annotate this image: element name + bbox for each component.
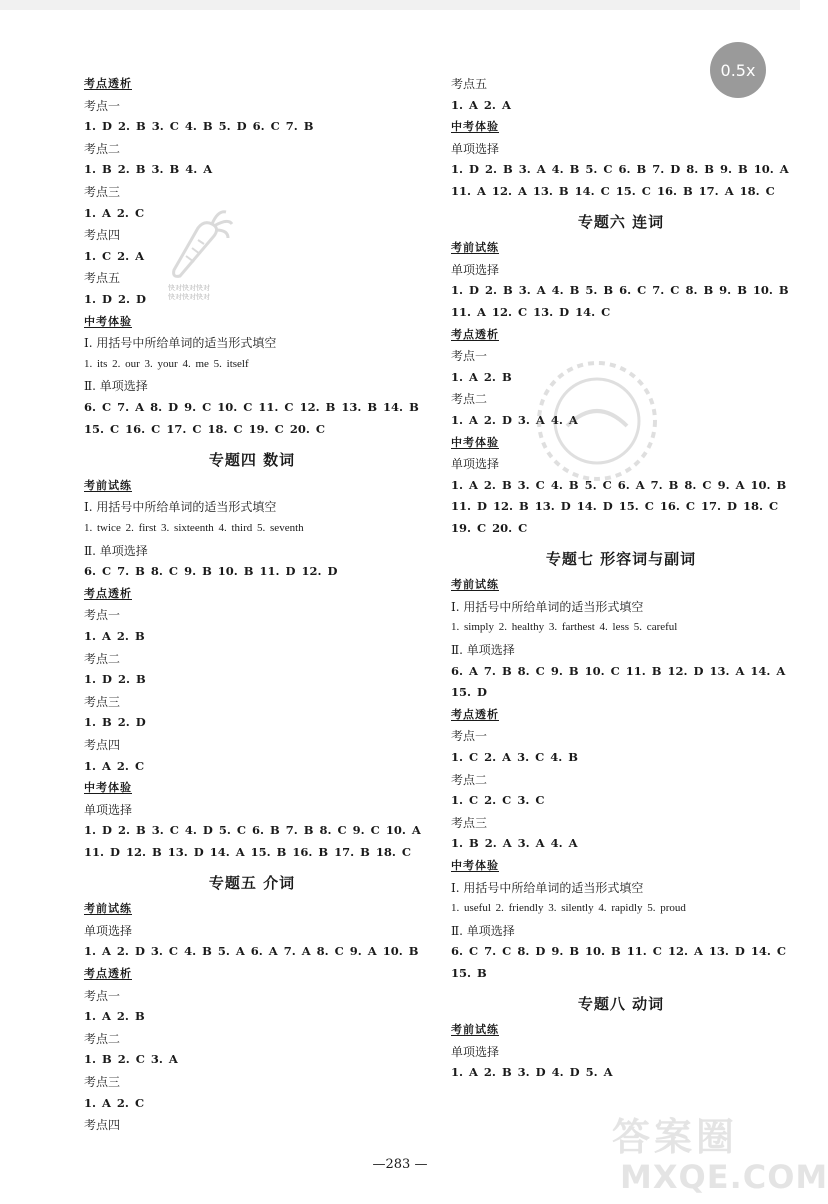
section-heading: 考前试练 [451,578,499,592]
watermark-text: 快对快对快对 快对快对快对 [168,284,210,301]
answer-line: 1. D 2. B [84,672,146,687]
fill-answer-line: 1. useful 2. friendly 3. silently 4. rapidly 5. proud [451,902,686,915]
section-heading: 考前试练 [84,902,132,916]
question-type-label: Ⅰ. 用括号中所给单词的适当形式填空 [451,880,644,895]
section-heading: 考点透析 [84,966,132,980]
answer-line: 1. D 2. B 3. C 4. B 5. D 6. C 7. B [84,119,314,134]
answer-line: 1. D 2. B 3. A 4. B 5. B 6. C 7. C 8. B 9. B 10. B [451,283,789,298]
topic-label: 考点一 [84,988,121,1003]
answer-line: 6. C 7. B 8. C 9. B 10. B 11. D 12. D [84,564,338,579]
fill-answer-line: 1. its 2. our 3. your 4. me 5. itself [84,357,249,370]
topic-label: 考点二 [84,651,121,666]
answer-line: 11. A 12. C 13. D 14. C [451,304,611,319]
section-heading: 中考体验 [451,120,499,134]
section-heading: 考前试练 [451,241,499,255]
answer-line: 11. D 12. B 13. D 14. D 15. C 16. C 17. D 18. C [451,499,779,514]
question-type-label: Ⅱ. 单项选择 [84,543,148,558]
fill-answer-line: 1. simply 2. healthy 3. farthest 4. less 5. careful [451,621,678,634]
answer-line: 19. C 20. C [451,520,528,535]
topic-label: 考点一 [451,729,488,744]
answer-line: 1. B 2. A 3. A 4. A [451,836,578,851]
answer-line: 6. C 7. C 8. D 9. B 10. B 11. C 12. A 13. D 14. C [451,944,787,959]
carrot-watermark-icon [166,206,236,286]
question-type-label: 单项选择 [451,262,500,277]
question-type-label: 单项选择 [451,1044,500,1059]
answer-line: 1. B 2. D [84,715,146,730]
topic-label: 考点四 [84,1118,121,1133]
topic-label: 考点一 [451,349,488,364]
question-type-label: Ⅰ. 用括号中所给单词的适当形式填空 [84,500,277,515]
topic-label: 考点一 [84,608,121,623]
section-heading: 考点透析 [84,77,132,90]
answer-line: 1. C 2. A 3. C 4. B [451,749,578,764]
topic-label: 考点三 [84,185,121,199]
answer-line: 11. D 12. B 13. D 14. A 15. B 16. B 17. B 18. C [84,844,412,859]
topic-label: 考点二 [451,392,488,407]
site-watermark-line2: MXQE.COM [620,1158,828,1196]
section-heading: 考前试练 [451,1023,499,1037]
question-type-label: 单项选择 [84,802,133,817]
zoom-level-button[interactable]: 0.5x [710,42,766,98]
answer-line: 1. A 2. C [84,205,145,220]
answer-line: 1. B 2. C 3. A [84,1052,178,1067]
topic-label: 考点二 [84,1031,121,1046]
page-number: —283 — [372,1157,428,1172]
answer-line: 1. A 2. B 3. D 4. D 5. A [451,1065,613,1080]
answer-line: 1. C 2. A [84,248,145,263]
section-heading: 中考体验 [451,858,499,872]
topic-label: 考点二 [451,772,488,787]
topic-label: 考点四 [84,737,121,752]
chapter-title: 专题七 形容词与副词 [545,550,697,569]
chapter-title: 专题四 数词 [208,450,296,469]
answer-line: 1. D 2. D [84,292,146,306]
chapter-title: 专题六 连词 [577,213,665,232]
fill-answer-line: 1. twice 2. first 3. sixteenth 4. third 5. seventh [84,521,304,534]
answer-line: 1. D 2. B 3. A 4. B 5. C 6. B 7. D 8. B 9. B 10. A [451,162,789,177]
answer-line: 15. B [451,965,487,980]
question-type-label: Ⅱ. 单项选择 [84,379,148,394]
section-heading: 中考体验 [451,435,499,449]
topic-label: 考点二 [84,141,121,156]
answer-line: 1. A 2. D 3. C 4. B 5. A 6. A 7. A 8. C 9. A 10. B [84,944,419,959]
chapter-title: 专题八 动词 [577,995,665,1014]
answer-line: 15. C 16. C 17. C 18. C 19. C 20. C [84,421,325,436]
topic-label: 考点三 [451,815,488,830]
section-heading: 考点透析 [84,586,132,600]
question-type-label: Ⅱ. 单项选择 [451,923,515,938]
topic-label: 考点五 [451,77,488,91]
answer-line: 11. A 12. A 13. B 14. C 15. C 16. B 17. A 18. C [451,184,775,198]
section-heading: 考前试练 [84,478,132,492]
answer-line: 6. A 7. B 8. C 9. B 10. C 11. B 12. D 13. A 14. A [451,663,786,678]
answer-line: 1. A 2. B 3. C 4. B 5. C 6. A 7. B 8. C 9. A 10. B [451,477,787,492]
topic-label: 考点四 [84,228,121,243]
answer-line: 1. A 2. B [84,1009,145,1024]
question-type-label: 单项选择 [451,141,500,156]
question-type-label: 单项选择 [451,457,500,472]
site-watermark [612,1106,828,1202]
section-heading: 考点透析 [451,327,499,341]
top-band [0,0,800,10]
answer-line: 1. A 2. A [451,97,511,112]
answer-line: 1. A 2. C [84,758,145,773]
topic-label: 考点三 [84,1074,121,1089]
answer-line: 1. A 2. B [451,369,512,384]
answer-line: 1. A 2. C [84,1095,145,1110]
answer-line: 15. D [451,685,487,700]
site-watermark-line1: 答案圈 [612,1115,739,1159]
topic-label: 考点三 [84,694,121,709]
question-type-label: Ⅰ. 用括号中所给单词的适当形式填空 [451,599,644,614]
answer-line: 1. B 2. B 3. B 4. A [84,162,213,177]
chapter-title: 专题五 介词 [208,874,296,893]
question-type-label: Ⅰ. 用括号中所给单词的适当形式填空 [84,336,277,351]
question-type-label: Ⅱ. 单项选择 [451,642,515,657]
answer-line: 1. A 2. D 3. A 4. A [451,412,578,427]
section-heading: 中考体验 [84,314,132,328]
question-type-label: 单项选择 [84,923,133,938]
section-heading: 考点透析 [451,707,499,721]
section-heading: 中考体验 [84,781,132,795]
answer-line: 1. D 2. B 3. C 4. D 5. C 6. B 7. B 8. C 9. C 10. A [84,823,421,838]
answer-line: 1. C 2. C 3. C [451,793,545,808]
topic-label: 考点一 [84,98,121,113]
topic-label: 考点五 [84,271,121,286]
answer-line: 6. C 7. A 8. D 9. C 10. C 11. C 12. B 13. B 14. B [84,400,419,414]
answer-line: 1. A 2. B [84,628,145,643]
